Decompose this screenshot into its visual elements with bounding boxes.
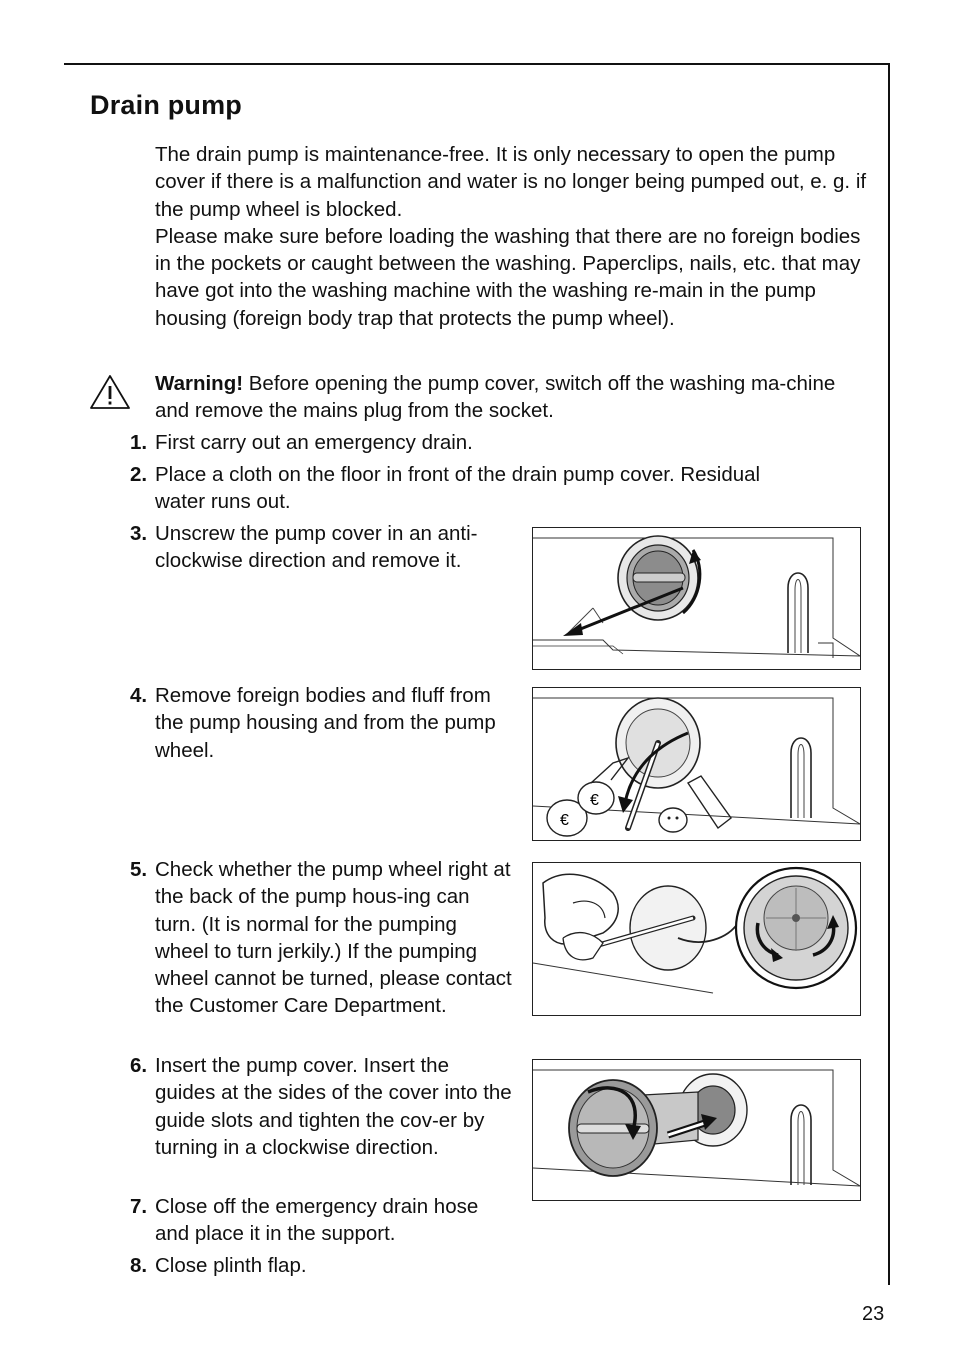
step-number: 2. — [130, 463, 148, 486]
step-5 — [130, 856, 515, 1020]
intro-paragraph-1: The drain pump is maintenance-free. It is only necessary to open the pump cover if there is a malfunction and water is no longer being pumped out, e. g. if the pump wheel is blocked. — [155, 143, 867, 221]
step-text: Close off the emergency drain hose and place it in the support. — [155, 1195, 479, 1246]
page-number: 23 — [862, 1303, 885, 1325]
step-number: 8. — [130, 1254, 148, 1277]
right-rule — [888, 63, 890, 1285]
step-6 — [130, 1052, 515, 1161]
figure-unscrew-cover — [532, 527, 861, 670]
step-number: 1. — [130, 431, 148, 454]
step-number: 3. — [130, 522, 148, 545]
step-text: Unscrew the pump cover in an anti-clockwise direction and remove it. — [155, 522, 478, 573]
step-4 — [130, 682, 515, 764]
section-title: Drain pump — [90, 90, 243, 120]
figure-check-pump-wheel — [532, 862, 861, 1016]
step-text: Check whether the pump wheel right at the back of the pump hous-ing can turn. (It is normal for the pumping wheel to turn jerkily.) If the pumping wheel cannot be turned, please contact the Customer Care Department. — [155, 858, 512, 1018]
svg-text:€: € — [590, 792, 599, 809]
step-number: 4. — [130, 684, 148, 707]
step-text: Close plinth flap. — [155, 1254, 307, 1277]
step-text: Insert the pump cover. Insert the guides at the sides of the cover into the guide slots and tighten the cov-er by turning in a clockwise direction. — [155, 1054, 512, 1159]
figure-remove-foreign-bodies — [532, 687, 861, 841]
intro-text — [155, 141, 870, 332]
step-1 — [130, 429, 855, 456]
step-number: 6. — [130, 1054, 148, 1077]
step-text: Place a cloth on the floor in front of the drain pump cover. Residual water runs out. — [155, 463, 761, 514]
warning-body: Before opening the pump cover, switch off the washing ma-chine and remove the mains plug from the socket. — [155, 372, 836, 423]
warning-text — [155, 370, 870, 425]
step-number: 7. — [130, 1195, 148, 1218]
step-2 — [130, 461, 770, 516]
warning-triangle-icon — [88, 373, 132, 411]
step-number: 5. — [130, 858, 148, 881]
step-3 — [130, 520, 515, 575]
step-7 — [130, 1193, 515, 1248]
step-8 — [130, 1252, 515, 1279]
top-rule — [64, 63, 890, 65]
warning-label: Warning! — [155, 372, 244, 395]
intro-paragraph-2: Please make sure before loading the washing that there are no foreign bodies in the pockets or caught between the washing. Paperclips, nails, etc. that may have got into the washing machine with the washing re-main in the pump housing (foreign body trap that protects the pump wheel). — [155, 224, 861, 330]
step-text: First carry out an emergency drain. — [155, 431, 473, 454]
step-text: Remove foreign bodies and fluff from the pump housing and from the pump wheel. — [155, 684, 496, 762]
figure-insert-cover — [532, 1059, 861, 1201]
svg-text:€: € — [560, 812, 569, 829]
